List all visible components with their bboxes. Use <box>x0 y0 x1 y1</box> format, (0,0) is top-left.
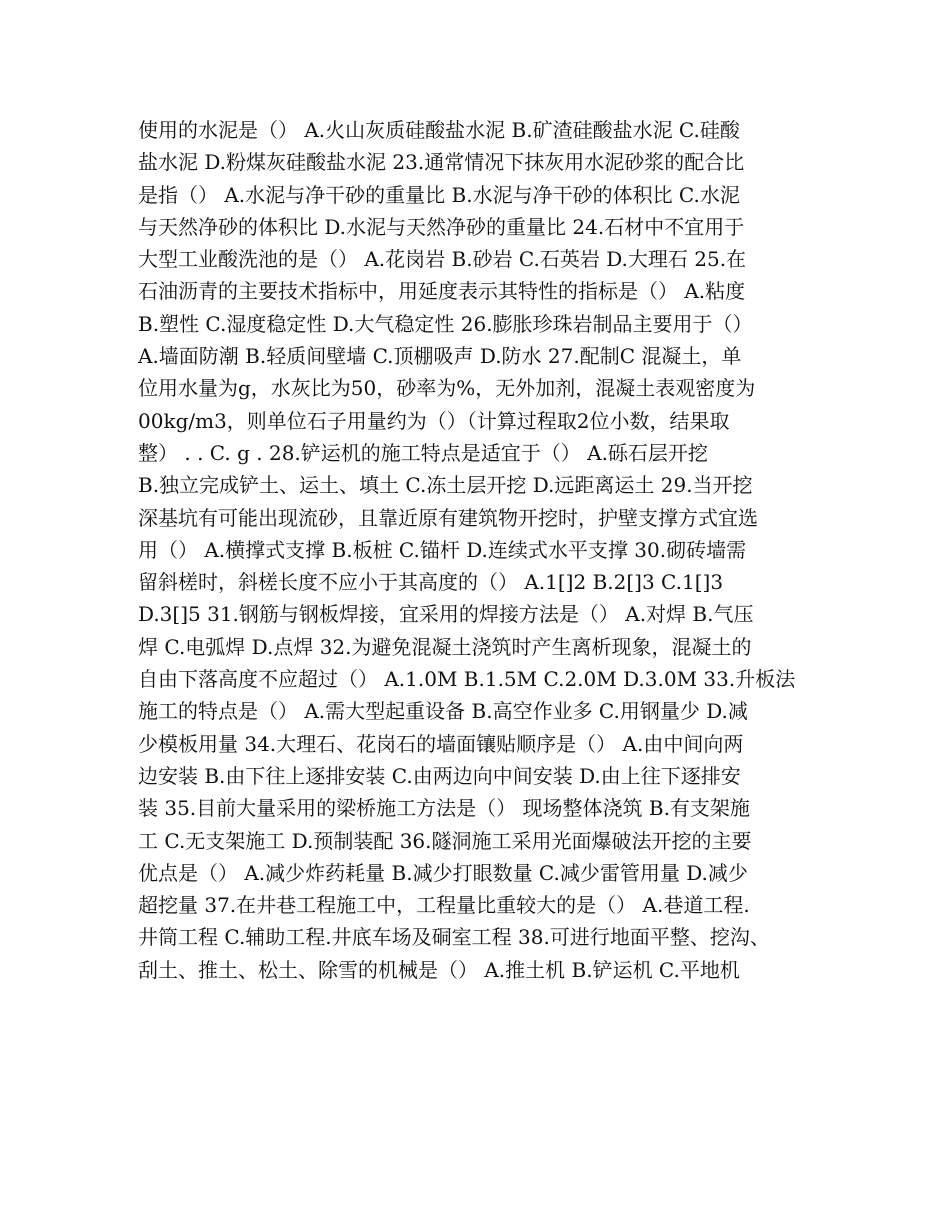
text-line-14: 用（） A.横撑式支撑 B.板桩 C.锚杆 D.连续式水平支撑 30.砌砖墙需 <box>138 537 747 562</box>
text-line-21: 边安装 B.由下往上逐排安装 C.由两边向中间安装 D.由上往下逐排安 <box>138 763 741 788</box>
text-line-4: 与天然净砂的体积比 D.水泥与天然净砂的重量比 24.石材中不宜用于 <box>138 214 745 239</box>
text-line-23: 工 C.无支架施工 D.预制装配 36.隧洞施工采用光面爆破法开挖的主要 <box>138 828 752 853</box>
text-line-5: 大型工业酸洗池的是（） A.花岗岩 B.砂岩 C.石英岩 D.大理石 25.在 <box>138 247 747 272</box>
text-line-8: A.墙面防潮 B.轻质间壁墙 C.顶棚吸声 D.防水 27.配制C 混凝土，单 <box>138 344 742 369</box>
text-line-24: 优点是（） A.减少炸药耗量 B.减少打眼数量 C.减少雷管用量 D.减少 <box>138 860 748 885</box>
text-line-27: 刮土、推土、松土、除雪的机械是（） A.推土机 B.铲运机 C.平地机 <box>138 957 740 982</box>
text-line-10: 00kg/m3，则单位石子用量约为（）（计算过程取2位小数，结果取 <box>138 408 730 433</box>
text-line-12: B.独立完成铲土、运土、填土 C.冻土层开挖 D.远距离运土 29.当开挖 <box>138 473 753 498</box>
text-line-13: 深基坑有可能出现流砂，且靠近原有建筑物开挖时，护壁支撑方式宜选 <box>138 505 758 530</box>
text-line-11: 整） . . C. g . 28.铲运机的施工特点是适宜于（） A.砾石层开挖 <box>138 440 708 465</box>
text-line-2: 盐水泥 D.粉煤灰硅酸盐水泥 23.通常情况下抹灰用水泥砂浆的配合比 <box>138 150 745 175</box>
text-line-17: 焊 C.电弧焊 D.点焊 32.为避免混凝土浇筑时产生离析现象，混凝土的 <box>138 634 752 659</box>
text-line-7: B.塑性 C.湿度稳定性 D.大气稳定性 26.膨胀珍珠岩制品主要用于（） <box>138 311 753 336</box>
text-line-1: 使用的水泥是（） A.火山灰质硅酸盐水泥 B.矿渣硅酸盐水泥 C.硅酸 <box>138 118 740 142</box>
text-line-18: 自由下落高度不应超过（） A.1.0M B.1.5M C.2.0M D.3.0M 33.升板法 <box>138 667 796 692</box>
text-line-15: 留斜槎时，斜槎长度不应小于其高度的（） A.1[]2 B.2[]3 C.1[]3 <box>138 570 724 595</box>
text-line-3: 是指（） A.水泥与净干砂的重量比 B.水泥与净干砂的体积比 C.水泥 <box>138 182 740 207</box>
text-line-9: 位用水量为g，水灰比为50，砂率为%，无外加剂，混凝土表观密度为 <box>138 376 756 401</box>
text-line-19: 施工的特点是（） A.需大型起重设备 B.高空作业多 C.用钢量少 D.减 <box>138 699 748 724</box>
question-text-block <box>138 114 828 986</box>
text-line-26: 井筒工程 C.辅助工程.井底车场及硐室工程 38.可进行地面平整、挖沟、 <box>138 925 770 950</box>
text-line-20: 少模板用量 34.大理石、花岗石的墙面镶贴顺序是（） A.由中间向两 <box>138 731 744 756</box>
text-line-22: 装 35.目前大量采用的梁桥施工方法是（） 现场整体浇筑 B.有支架施 <box>138 796 750 821</box>
text-line-6: 石油沥青的主要技术指标中，用延度表示其特性的指标是（） A.粘度 <box>138 279 746 304</box>
text-line-16: D.3[]5 31.钢筋与钢板焊接，宜采用的焊接方法是（） A.对焊 B.气压 <box>138 602 754 627</box>
text-line-25: 超挖量 37.在井巷工程施工中，工程量比重较大的是（） A.巷道工程. <box>138 893 750 918</box>
